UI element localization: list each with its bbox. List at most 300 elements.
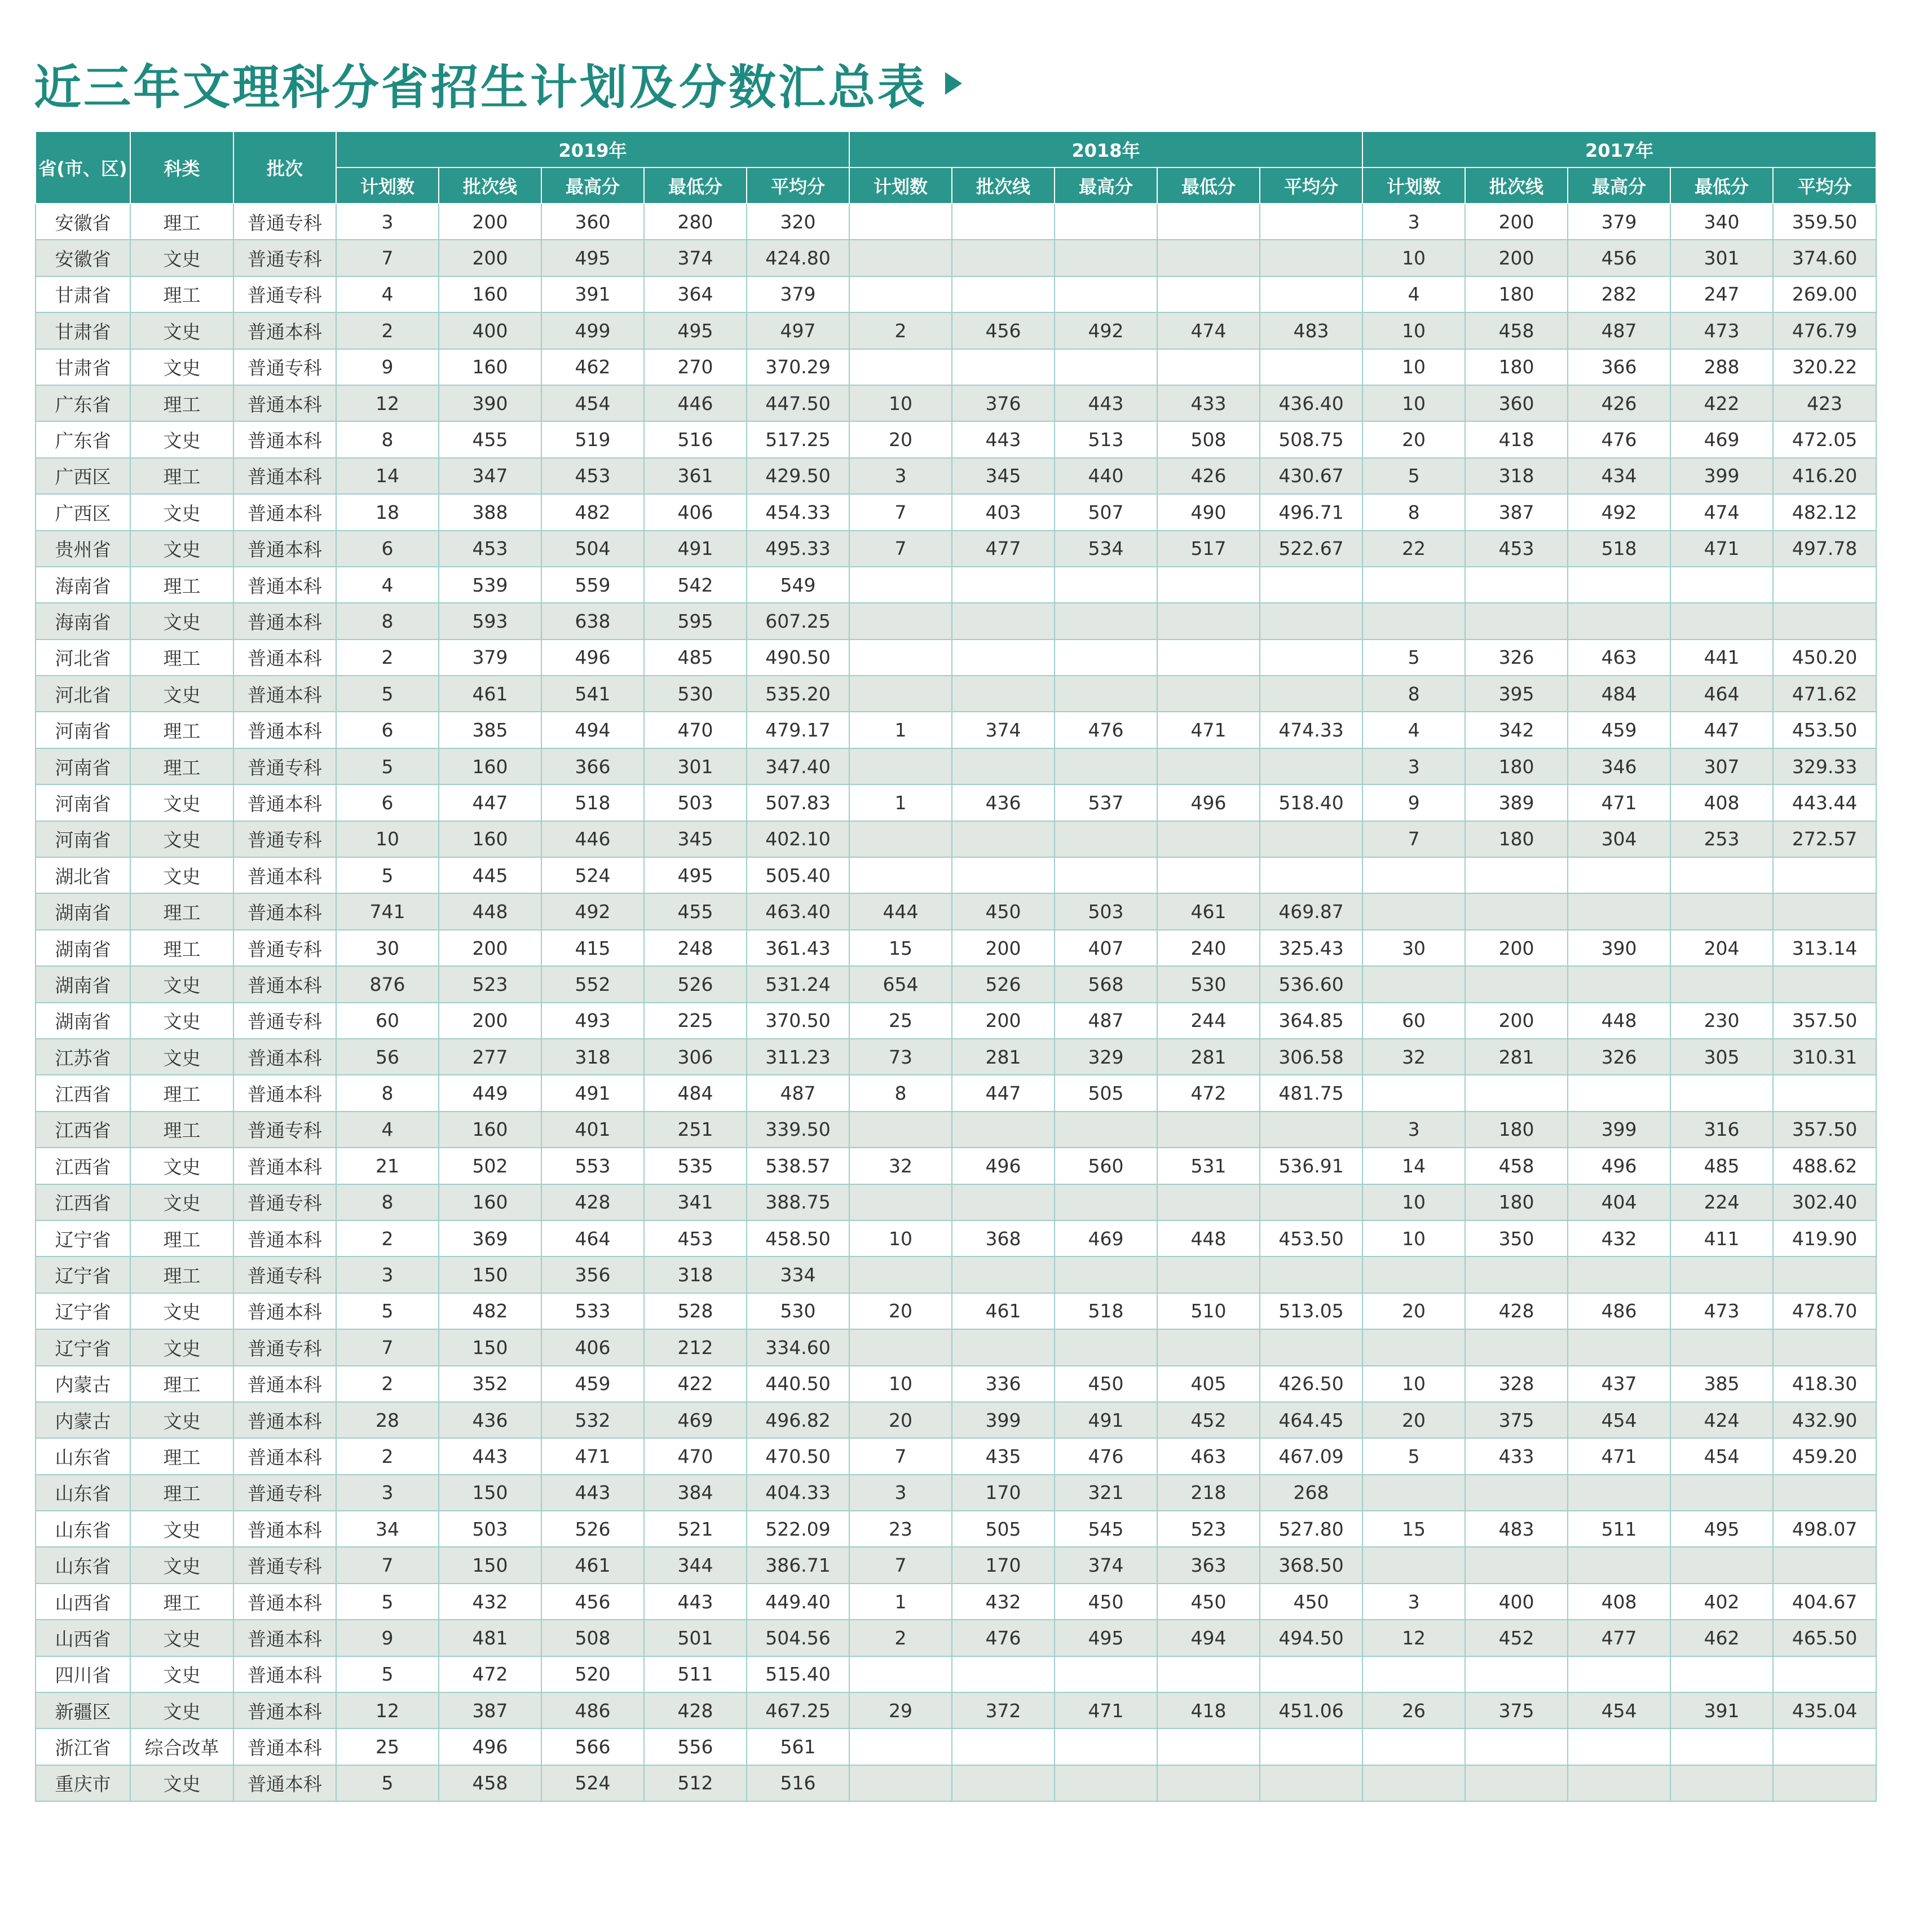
province-cell: 甘肃省 bbox=[36, 276, 130, 312]
2018-max-score-cell bbox=[1055, 1112, 1157, 1148]
2018-batch-line-cell: 376 bbox=[952, 385, 1055, 421]
2019-plan-count-cell: 5 bbox=[336, 1293, 439, 1329]
header-category: 科类 bbox=[130, 131, 233, 204]
2018-avg-score-cell: 306.58 bbox=[1260, 1039, 1362, 1075]
header-min-score: 最低分 bbox=[1157, 167, 1260, 204]
2017-plan-count-cell bbox=[1362, 857, 1465, 893]
table-row bbox=[36, 676, 1876, 712]
2019-min-score-cell: 526 bbox=[644, 966, 747, 1002]
2018-plan-count-cell: 32 bbox=[849, 1148, 952, 1184]
table-row bbox=[36, 821, 1876, 857]
2019-plan-count-cell: 5 bbox=[336, 1584, 439, 1620]
2018-avg-score-cell bbox=[1260, 1256, 1362, 1293]
2018-batch-line-cell: 345 bbox=[952, 458, 1055, 494]
2017-max-score-cell bbox=[1568, 567, 1670, 603]
2019-min-score-cell: 521 bbox=[644, 1511, 747, 1547]
2019-batch-line-cell: 160 bbox=[439, 1184, 541, 1220]
2018-min-score-cell: 433 bbox=[1157, 385, 1260, 421]
2018-plan-count-cell: 10 bbox=[849, 1220, 952, 1256]
2017-avg-score-cell: 418.30 bbox=[1773, 1366, 1876, 1402]
2017-min-score-cell: 307 bbox=[1670, 748, 1773, 784]
province-cell: 河南省 bbox=[36, 784, 130, 821]
2019-avg-score-cell: 463.40 bbox=[747, 893, 849, 929]
table-row bbox=[36, 276, 1876, 312]
2017-batch-line-cell bbox=[1465, 1656, 1568, 1692]
2019-avg-score-cell: 515.40 bbox=[747, 1656, 849, 1692]
2019-avg-score-cell: 487 bbox=[747, 1075, 849, 1111]
2018-batch-line-cell: 281 bbox=[952, 1039, 1055, 1075]
2019-min-score-cell: 364 bbox=[644, 276, 747, 312]
province-cell: 山东省 bbox=[36, 1475, 130, 1511]
category-cell: 理工 bbox=[130, 640, 233, 676]
2019-max-score-cell: 356 bbox=[541, 1256, 644, 1293]
2018-min-score-cell: 463 bbox=[1157, 1438, 1260, 1474]
category-cell: 文史 bbox=[130, 1402, 233, 1438]
2018-min-score-cell bbox=[1157, 857, 1260, 893]
2017-min-score-cell bbox=[1670, 567, 1773, 603]
batch-cell: 普通本科 bbox=[233, 966, 336, 1002]
table-row bbox=[36, 930, 1876, 966]
2017-max-score-cell bbox=[1568, 1475, 1670, 1511]
2019-avg-score-cell: 467.25 bbox=[747, 1692, 849, 1728]
2017-plan-count-cell: 32 bbox=[1362, 1039, 1465, 1075]
2017-avg-score-cell: 478.70 bbox=[1773, 1293, 1876, 1329]
table-row bbox=[36, 1075, 1876, 1111]
batch-cell: 普通本科 bbox=[233, 1620, 336, 1656]
2018-plan-count-cell: 3 bbox=[849, 1475, 952, 1511]
2019-max-score-cell: 443 bbox=[541, 1475, 644, 1511]
2019-plan-count-cell: 741 bbox=[336, 893, 439, 929]
2019-max-score-cell: 360 bbox=[541, 204, 644, 240]
2017-plan-count-cell bbox=[1362, 1728, 1465, 1765]
2018-plan-count-cell: 2 bbox=[849, 312, 952, 349]
2018-max-score-cell bbox=[1055, 1184, 1157, 1220]
2019-max-score-cell: 495 bbox=[541, 240, 644, 276]
2019-avg-score-cell: 470.50 bbox=[747, 1438, 849, 1474]
2017-batch-line-cell: 326 bbox=[1465, 640, 1568, 676]
2017-max-score-cell: 511 bbox=[1568, 1511, 1670, 1547]
2017-max-score-cell bbox=[1568, 1656, 1670, 1692]
2019-avg-score-cell: 386.71 bbox=[747, 1547, 849, 1583]
table-row bbox=[36, 1329, 1876, 1365]
2018-max-score-cell: 443 bbox=[1055, 385, 1157, 421]
province-cell: 山东省 bbox=[36, 1438, 130, 1474]
2019-batch-line-cell: 387 bbox=[439, 1692, 541, 1728]
table-row bbox=[36, 1184, 1876, 1220]
2019-min-score-cell: 446 bbox=[644, 385, 747, 421]
2017-min-score-cell: 447 bbox=[1670, 712, 1773, 748]
2019-min-score-cell: 280 bbox=[644, 204, 747, 240]
2017-min-score-cell: 469 bbox=[1670, 421, 1773, 457]
2019-avg-score-cell: 458.50 bbox=[747, 1220, 849, 1256]
2018-plan-count-cell bbox=[849, 276, 952, 312]
2017-min-score-cell: 230 bbox=[1670, 1003, 1773, 1039]
batch-cell: 普通本科 bbox=[233, 640, 336, 676]
2018-min-score-cell: 494 bbox=[1157, 1620, 1260, 1656]
2018-min-score-cell bbox=[1157, 748, 1260, 784]
2017-avg-score-cell: 443.44 bbox=[1773, 784, 1876, 821]
2018-avg-score-cell: 426.50 bbox=[1260, 1366, 1362, 1402]
2017-batch-line-cell bbox=[1465, 1547, 1568, 1583]
2018-plan-count-cell: 8 bbox=[849, 1075, 952, 1111]
2018-plan-count-cell bbox=[849, 349, 952, 385]
category-cell: 理工 bbox=[130, 1075, 233, 1111]
2018-min-score-cell bbox=[1157, 240, 1260, 276]
2017-max-score-cell: 404 bbox=[1568, 1184, 1670, 1220]
2018-avg-score-cell: 430.67 bbox=[1260, 458, 1362, 494]
batch-cell: 普通专科 bbox=[233, 1003, 336, 1039]
2018-max-score-cell bbox=[1055, 567, 1157, 603]
2019-batch-line-cell: 593 bbox=[439, 603, 541, 639]
2019-min-score-cell: 374 bbox=[644, 240, 747, 276]
2018-plan-count-cell bbox=[849, 676, 952, 712]
2019-min-score-cell: 212 bbox=[644, 1329, 747, 1365]
2018-batch-line-cell: 170 bbox=[952, 1547, 1055, 1583]
2019-batch-line-cell: 400 bbox=[439, 312, 541, 349]
2018-batch-line-cell bbox=[952, 1656, 1055, 1692]
2019-batch-line-cell: 200 bbox=[439, 930, 541, 966]
batch-cell: 普通本科 bbox=[233, 857, 336, 893]
2017-plan-count-cell: 9 bbox=[1362, 784, 1465, 821]
2019-max-score-cell: 504 bbox=[541, 531, 644, 567]
2017-batch-line-cell: 387 bbox=[1465, 494, 1568, 530]
table-row bbox=[36, 1511, 1876, 1547]
2017-batch-line-cell bbox=[1465, 1765, 1568, 1801]
2018-min-score-cell bbox=[1157, 276, 1260, 312]
2018-min-score-cell bbox=[1157, 567, 1260, 603]
2017-avg-score-cell: 416.20 bbox=[1773, 458, 1876, 494]
2017-max-score-cell bbox=[1568, 893, 1670, 929]
table-row bbox=[36, 893, 1876, 929]
2019-min-score-cell: 485 bbox=[644, 640, 747, 676]
2017-avg-score-cell: 488.62 bbox=[1773, 1148, 1876, 1184]
batch-cell: 普通本科 bbox=[233, 1220, 336, 1256]
2019-plan-count-cell: 25 bbox=[336, 1728, 439, 1765]
2019-max-score-cell: 492 bbox=[541, 893, 644, 929]
2019-avg-score-cell: 497 bbox=[747, 312, 849, 349]
2018-min-score-cell: 474 bbox=[1157, 312, 1260, 349]
table-row bbox=[36, 1039, 1876, 1075]
batch-cell: 普通专科 bbox=[233, 1184, 336, 1220]
province-cell: 湖南省 bbox=[36, 966, 130, 1002]
2019-max-score-cell: 493 bbox=[541, 1003, 644, 1039]
2019-avg-score-cell: 347.40 bbox=[747, 748, 849, 784]
header-batch-line: 批次线 bbox=[952, 167, 1055, 204]
2018-batch-line-cell: 403 bbox=[952, 494, 1055, 530]
batch-cell: 普通本科 bbox=[233, 676, 336, 712]
2017-batch-line-cell: 375 bbox=[1465, 1692, 1568, 1728]
2017-plan-count-cell bbox=[1362, 1256, 1465, 1293]
2018-min-score-cell: 281 bbox=[1157, 1039, 1260, 1075]
2017-min-score-cell: 204 bbox=[1670, 930, 1773, 966]
2018-batch-line-cell bbox=[952, 821, 1055, 857]
category-cell: 理工 bbox=[130, 930, 233, 966]
2017-plan-count-cell: 8 bbox=[1362, 494, 1465, 530]
header-max-score: 最高分 bbox=[541, 167, 644, 204]
2017-min-score-cell: 411 bbox=[1670, 1220, 1773, 1256]
2018-max-score-cell bbox=[1055, 276, 1157, 312]
2018-max-score-cell bbox=[1055, 821, 1157, 857]
2018-batch-line-cell bbox=[952, 204, 1055, 240]
2019-min-score-cell: 530 bbox=[644, 676, 747, 712]
2018-max-score-cell: 491 bbox=[1055, 1402, 1157, 1438]
table-header bbox=[36, 131, 1876, 204]
2019-min-score-cell: 501 bbox=[644, 1620, 747, 1656]
2017-max-score-cell: 518 bbox=[1568, 531, 1670, 567]
batch-cell: 普通专科 bbox=[233, 204, 336, 240]
batch-cell: 普通本科 bbox=[233, 1584, 336, 1620]
2017-plan-count-cell bbox=[1362, 966, 1465, 1002]
2017-plan-count-cell: 10 bbox=[1362, 1366, 1465, 1402]
2019-avg-score-cell: 404.33 bbox=[747, 1475, 849, 1511]
2018-batch-line-cell: 432 bbox=[952, 1584, 1055, 1620]
2017-min-score-cell: 464 bbox=[1670, 676, 1773, 712]
2017-avg-score-cell: 320.22 bbox=[1773, 349, 1876, 385]
2019-max-score-cell: 496 bbox=[541, 640, 644, 676]
2017-batch-line-cell: 328 bbox=[1465, 1366, 1568, 1402]
category-cell: 文史 bbox=[130, 1329, 233, 1365]
2018-batch-line-cell: 461 bbox=[952, 1293, 1055, 1329]
2017-plan-count-cell bbox=[1362, 567, 1465, 603]
2019-plan-count-cell: 9 bbox=[336, 1620, 439, 1656]
province-cell: 辽宁省 bbox=[36, 1256, 130, 1293]
2017-min-score-cell bbox=[1670, 1329, 1773, 1365]
2019-plan-count-cell: 6 bbox=[336, 531, 439, 567]
province-cell: 内蒙古 bbox=[36, 1402, 130, 1438]
2017-avg-score-cell: 482.12 bbox=[1773, 494, 1876, 530]
2017-min-score-cell: 471 bbox=[1670, 531, 1773, 567]
province-cell: 河南省 bbox=[36, 712, 130, 748]
2017-min-score-cell: 424 bbox=[1670, 1402, 1773, 1438]
2017-batch-line-cell: 389 bbox=[1465, 784, 1568, 821]
2017-plan-count-cell: 22 bbox=[1362, 531, 1465, 567]
2017-min-score-cell bbox=[1670, 1765, 1773, 1801]
2018-min-score-cell bbox=[1157, 676, 1260, 712]
2019-batch-line-cell: 496 bbox=[439, 1728, 541, 1765]
2018-avg-score-cell: 467.09 bbox=[1260, 1438, 1362, 1474]
2019-min-score-cell: 422 bbox=[644, 1366, 747, 1402]
table-row bbox=[36, 1256, 1876, 1293]
2017-avg-score-cell: 432.90 bbox=[1773, 1402, 1876, 1438]
batch-cell: 普通本科 bbox=[233, 1293, 336, 1329]
2018-plan-count-cell: 29 bbox=[849, 1692, 952, 1728]
2017-plan-count-cell: 10 bbox=[1362, 1220, 1465, 1256]
2017-max-score-cell: 477 bbox=[1568, 1620, 1670, 1656]
2018-plan-count-cell bbox=[849, 1256, 952, 1293]
2017-plan-count-cell: 10 bbox=[1362, 349, 1465, 385]
2017-plan-count-cell bbox=[1362, 603, 1465, 639]
2018-max-score-cell: 450 bbox=[1055, 1584, 1157, 1620]
table-row bbox=[36, 1656, 1876, 1692]
2017-plan-count-cell: 20 bbox=[1362, 1293, 1465, 1329]
2018-batch-line-cell: 368 bbox=[952, 1220, 1055, 1256]
category-cell: 文史 bbox=[130, 1148, 233, 1184]
2018-max-score-cell: 440 bbox=[1055, 458, 1157, 494]
2017-plan-count-cell: 10 bbox=[1362, 312, 1465, 349]
page-title: 近三年文理科分省招生计划及分数汇总表 bbox=[34, 59, 928, 115]
2017-plan-count-cell bbox=[1362, 1765, 1465, 1801]
2019-max-score-cell: 552 bbox=[541, 966, 644, 1002]
2017-plan-count-cell: 4 bbox=[1362, 276, 1465, 312]
2017-batch-line-cell: 180 bbox=[1465, 349, 1568, 385]
2018-min-score-cell: 496 bbox=[1157, 784, 1260, 821]
2019-max-score-cell: 486 bbox=[541, 1692, 644, 1728]
2018-batch-line-cell: 436 bbox=[952, 784, 1055, 821]
2018-min-score-cell: 530 bbox=[1157, 966, 1260, 1002]
2019-avg-score-cell: 449.40 bbox=[747, 1584, 849, 1620]
batch-cell: 普通本科 bbox=[233, 1366, 336, 1402]
2019-batch-line-cell: 369 bbox=[439, 1220, 541, 1256]
2017-batch-line-cell: 418 bbox=[1465, 421, 1568, 457]
2018-avg-score-cell: 536.60 bbox=[1260, 966, 1362, 1002]
2018-max-score-cell bbox=[1055, 1656, 1157, 1692]
2018-max-score-cell bbox=[1055, 857, 1157, 893]
category-cell: 文史 bbox=[130, 784, 233, 821]
2017-avg-score-cell: 472.05 bbox=[1773, 421, 1876, 457]
province-cell: 江西省 bbox=[36, 1112, 130, 1148]
2017-max-score-cell: 448 bbox=[1568, 1003, 1670, 1039]
2019-avg-score-cell: 507.83 bbox=[747, 784, 849, 821]
2019-batch-line-cell: 277 bbox=[439, 1039, 541, 1075]
2017-min-score-cell bbox=[1670, 1475, 1773, 1511]
2017-batch-line-cell: 180 bbox=[1465, 1112, 1568, 1148]
2018-avg-score-cell: 536.91 bbox=[1260, 1148, 1362, 1184]
2019-min-score-cell: 470 bbox=[644, 712, 747, 748]
2017-avg-score-cell: 374.60 bbox=[1773, 240, 1876, 276]
batch-cell: 普通本科 bbox=[233, 1656, 336, 1692]
2017-avg-score-cell bbox=[1773, 857, 1876, 893]
2018-max-score-cell bbox=[1055, 676, 1157, 712]
batch-cell: 普通本科 bbox=[233, 458, 336, 494]
2019-avg-score-cell: 334.60 bbox=[747, 1329, 849, 1365]
2019-min-score-cell: 528 bbox=[644, 1293, 747, 1329]
2018-max-score-cell bbox=[1055, 1728, 1157, 1765]
2019-avg-score-cell: 334 bbox=[747, 1256, 849, 1293]
2018-avg-score-cell bbox=[1260, 748, 1362, 784]
batch-cell: 普通本科 bbox=[233, 893, 336, 929]
2019-avg-score-cell: 561 bbox=[747, 1728, 849, 1765]
2018-batch-line-cell: 374 bbox=[952, 712, 1055, 748]
2018-min-score-cell bbox=[1157, 349, 1260, 385]
2018-plan-count-cell: 10 bbox=[849, 1366, 952, 1402]
2018-max-score-cell bbox=[1055, 640, 1157, 676]
2018-plan-count-cell bbox=[849, 204, 952, 240]
2019-max-score-cell: 519 bbox=[541, 421, 644, 457]
2017-batch-line-cell: 375 bbox=[1465, 1402, 1568, 1438]
province-cell: 内蒙古 bbox=[36, 1366, 130, 1402]
2017-batch-line-cell: 395 bbox=[1465, 676, 1568, 712]
header-max-score: 最高分 bbox=[1568, 167, 1670, 204]
2017-plan-count-cell: 10 bbox=[1362, 1184, 1465, 1220]
2017-plan-count-cell: 26 bbox=[1362, 1692, 1465, 1728]
2018-avg-score-cell: 364.85 bbox=[1260, 1003, 1362, 1039]
2019-plan-count-cell: 2 bbox=[336, 640, 439, 676]
province-cell: 重庆市 bbox=[36, 1765, 130, 1801]
province-cell: 贵州省 bbox=[36, 531, 130, 567]
category-cell: 理工 bbox=[130, 458, 233, 494]
table-row bbox=[36, 240, 1876, 276]
2019-batch-line-cell: 443 bbox=[439, 1438, 541, 1474]
2019-min-score-cell: 428 bbox=[644, 1692, 747, 1728]
table-row bbox=[36, 748, 1876, 784]
2017-max-score-cell bbox=[1568, 1765, 1670, 1801]
category-cell: 文史 bbox=[130, 1765, 233, 1801]
2018-max-score-cell: 503 bbox=[1055, 893, 1157, 929]
2019-avg-score-cell: 495.33 bbox=[747, 531, 849, 567]
2017-avg-score-cell: 435.04 bbox=[1773, 1692, 1876, 1728]
2017-plan-count-cell: 3 bbox=[1362, 748, 1465, 784]
2017-min-score-cell bbox=[1670, 966, 1773, 1002]
2019-plan-count-cell: 4 bbox=[336, 567, 439, 603]
province-cell: 甘肃省 bbox=[36, 349, 130, 385]
2017-batch-line-cell: 452 bbox=[1465, 1620, 1568, 1656]
2018-plan-count-cell bbox=[849, 1184, 952, 1220]
2017-max-score-cell bbox=[1568, 1547, 1670, 1583]
2019-avg-score-cell: 538.57 bbox=[747, 1148, 849, 1184]
2017-avg-score-cell: 404.67 bbox=[1773, 1584, 1876, 1620]
2019-max-score-cell: 454 bbox=[541, 385, 644, 421]
2018-batch-line-cell: 456 bbox=[952, 312, 1055, 349]
2018-min-score-cell: 531 bbox=[1157, 1148, 1260, 1184]
2019-min-score-cell: 384 bbox=[644, 1475, 747, 1511]
2018-min-score-cell bbox=[1157, 1329, 1260, 1365]
table-row bbox=[36, 603, 1876, 639]
province-cell: 湖南省 bbox=[36, 930, 130, 966]
category-cell: 文史 bbox=[130, 531, 233, 567]
province-cell: 广东省 bbox=[36, 421, 130, 457]
2019-batch-line-cell: 453 bbox=[439, 531, 541, 567]
2019-plan-count-cell: 7 bbox=[336, 1329, 439, 1365]
2019-batch-line-cell: 200 bbox=[439, 204, 541, 240]
2019-max-score-cell: 520 bbox=[541, 1656, 644, 1692]
2018-max-score-cell: 469 bbox=[1055, 1220, 1157, 1256]
2019-avg-score-cell: 440.50 bbox=[747, 1366, 849, 1402]
2017-avg-score-cell: 310.31 bbox=[1773, 1039, 1876, 1075]
2019-plan-count-cell: 3 bbox=[336, 1475, 439, 1511]
2019-avg-score-cell: 424.80 bbox=[747, 240, 849, 276]
2017-batch-line-cell: 318 bbox=[1465, 458, 1568, 494]
2018-plan-count-cell: 73 bbox=[849, 1039, 952, 1075]
2017-plan-count-cell: 7 bbox=[1362, 821, 1465, 857]
table-row bbox=[36, 567, 1876, 603]
2018-avg-score-cell: 451.06 bbox=[1260, 1692, 1362, 1728]
province-cell: 河南省 bbox=[36, 748, 130, 784]
header-min-score: 最低分 bbox=[644, 167, 747, 204]
province-cell: 广西区 bbox=[36, 494, 130, 530]
province-cell: 广东省 bbox=[36, 385, 130, 421]
2017-avg-score-cell: 498.07 bbox=[1773, 1511, 1876, 1547]
2017-avg-score-cell bbox=[1773, 1075, 1876, 1111]
2019-max-score-cell: 526 bbox=[541, 1511, 644, 1547]
2017-plan-count-cell: 60 bbox=[1362, 1003, 1465, 1039]
2019-max-score-cell: 318 bbox=[541, 1039, 644, 1075]
2019-plan-count-cell: 4 bbox=[336, 276, 439, 312]
2019-avg-score-cell: 311.23 bbox=[747, 1039, 849, 1075]
2017-avg-score-cell bbox=[1773, 893, 1876, 929]
2019-max-score-cell: 415 bbox=[541, 930, 644, 966]
table-row bbox=[36, 349, 1876, 385]
2019-max-score-cell: 462 bbox=[541, 349, 644, 385]
batch-cell: 普通本科 bbox=[233, 1765, 336, 1801]
2019-plan-count-cell: 3 bbox=[336, 204, 439, 240]
2018-max-score-cell: 321 bbox=[1055, 1475, 1157, 1511]
2018-avg-score-cell: 464.45 bbox=[1260, 1402, 1362, 1438]
2018-batch-line-cell bbox=[952, 1329, 1055, 1365]
2019-max-score-cell: 491 bbox=[541, 1075, 644, 1111]
category-cell: 文史 bbox=[130, 1620, 233, 1656]
2017-max-score-cell: 476 bbox=[1568, 421, 1670, 457]
batch-cell: 普通专科 bbox=[233, 930, 336, 966]
